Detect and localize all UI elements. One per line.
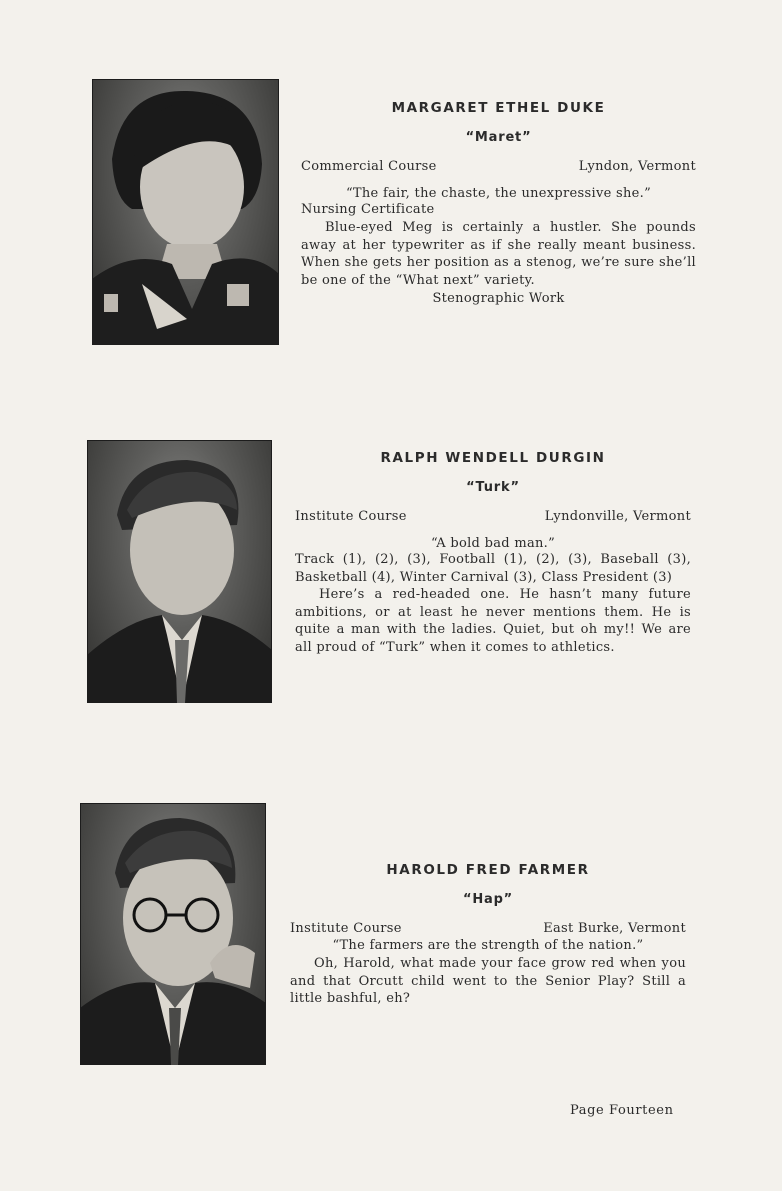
- bio: Blue-eyed Meg is certainly a hustler. She pounds away at her typewriter as if she really meant business. When she gets her position as a stenog, we’re sure she’ll be one of the “What next” variety.: [301, 220, 696, 288]
- activities: Nursing Certificate: [301, 202, 435, 217]
- quote: “A bold bad man.”: [430, 536, 556, 551]
- hometown: East Burke, Vermont: [543, 921, 686, 936]
- course-row: [301, 159, 696, 174]
- student-name: RALPH WENDELL DURGIN: [380, 450, 606, 466]
- entry-harold-farmer: [290, 862, 686, 1008]
- student-nickname: “Turk”: [466, 480, 520, 495]
- quote: “The farmers are the strength of the nation.”: [332, 938, 644, 953]
- portrait-harold-farmer: [80, 803, 266, 1065]
- student-nickname: “Hap”: [462, 892, 514, 907]
- quote: “The fair, the chaste, the unexpressive she.”: [345, 186, 652, 201]
- ambition: Stenographic Work: [432, 291, 565, 306]
- hometown: Lyndonville, Vermont: [544, 509, 691, 524]
- activities: Track (1), (2), (3), Football (1), (2), (3), Baseball (3), Basketball (4), Winter Carnival (3), Class President (3): [295, 552, 691, 585]
- course: Commercial Course: [301, 159, 437, 174]
- entry-margaret-duke: [301, 100, 696, 306]
- course-row: [295, 509, 691, 524]
- course: Institute Course: [295, 509, 407, 524]
- course-row: [290, 921, 686, 936]
- entry-ralph-durgin: [295, 450, 691, 656]
- student-name: HAROLD FRED FARMER: [386, 862, 590, 878]
- student-name: MARGARET ETHEL DUKE: [391, 100, 606, 116]
- student-nickname: “Maret”: [465, 130, 532, 145]
- hometown: Lyndon, Vermont: [578, 159, 696, 174]
- bio: Oh, Harold, what made your face grow red when you and that Orcutt child went to the Senior Play? Still a little bashful, eh?: [290, 956, 686, 1006]
- portrait-ralph-durgin: [87, 440, 272, 703]
- bio: Here’s a red-headed one. He hasn’t many future ambitions, or at least he never mentions them. He is quite a man with the ladies. Quiet, but oh my!! We are all proud of “Turk” when it comes to athletics.: [295, 587, 691, 655]
- page-number: Page Fourteen: [570, 1103, 674, 1118]
- portrait-margaret-duke: [92, 79, 279, 345]
- course: Institute Course: [290, 921, 402, 936]
